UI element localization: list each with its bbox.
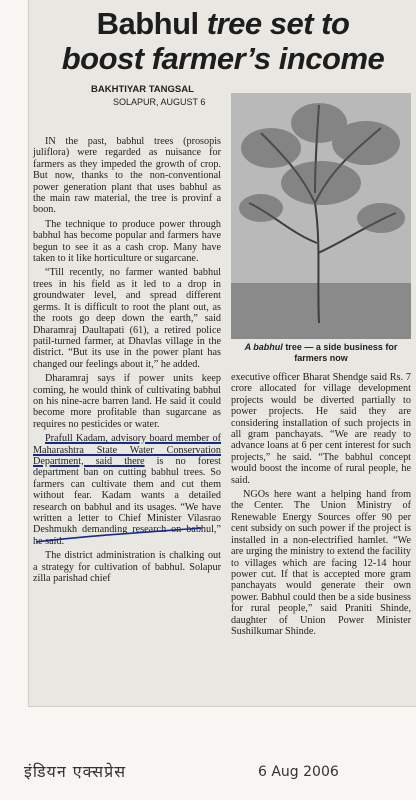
headline-line2: boost farmer’s income [61,41,385,76]
paragraph: Dharamraj says if power units keep coming, he would think of cultivating babhul on his nine-acre barren land. He said it could become more profitable than sugarcane as requires no pesticides or water. [33,373,221,430]
paragraph: “Till recently, no farmer wanted babhul trees in his field as it led to a drop in groundwater level, and spread different germs. It is difficult to root the plant out, as the roots go deep down the earth,” said Dharamraj Daultapati (61), a retired police patil-turned farmer, at Dhavlas village in the district. “But its use in the power plant has changed our feelings about it,” he added. [33,267,221,370]
caption-text: tree — a side business for farmers now [282,342,398,363]
paragraph-kadam [33,433,221,547]
handwritten-note [0,752,416,792]
paragraph: executive officer Bharat Shendge said Rs. 7 crore allocated for village development projects would be diverted partially to power projects. He said they are considering installation of such projects in all gram panchayats. “We are ready to advance loans at 6 per cent interest for such projects,” he said. “The babhul concept would boost the income of rural people, he said. [231,372,411,486]
tree-photo [231,93,411,339]
newspaper-clipping [28,0,416,707]
pen-underlined-text: Prafull Kadam, advisory board member of Maharashtra State Water Conservation Department, said there [33,433,221,467]
tree-photo-image [231,93,411,339]
handwritten-source: इंडियन एक्सप्रेस [24,762,127,781]
article-column-1 [33,136,221,587]
caption-italic: A babhul [244,342,283,352]
paragraph: The district administration is chalking out a strategy for cultivation of babhul. Solapur zilla parishad chief [33,550,221,585]
author-name: BAKHTIYAR TANGSAL [91,84,194,95]
article-column-2 [231,372,411,640]
handwritten-date: 6 Aug 2006 [258,764,339,780]
paragraph: IN the past, babhul trees (prosopis juliflora) were regarded as nuisance for farmers as they impeded the growth of crop. But now, thanks to the non-conventional power generation plant that uses babhul as the main raw material, the tree is provinf a boon. [33,136,221,216]
headline-plain: Babhul [96,6,207,41]
paragraph: The technique to produce power through babhul has become popular and farmers have begun to see it as a cash crop. Many have taken to it like horticulture or sugarcane. [33,218,221,265]
headline [35,6,411,76]
paragraph: NGOs here want a helping hand from the Center. The Union Ministry of Renewable Energy Sources offer 90 per cent subsidy on such power if the project is installed in a non-electrified hamlet. “We are urging the ministry to extend the facility to villages which are facing 12-14 hour power cut. If that is accepted more gram panchayats would generate their own power. Babhul could then be a side business for rural people,” said Praniti Shinde, daughter of Union Power Minister Sushilkumar Shinde. [231,489,411,637]
dateline: SOLAPUR, AUGUST 6 [113,97,206,107]
paragraph-continued: is no forest department ban on cutting babhul trees. So farmers can cultivate them and cut them without fear. Kadam wants a detailed research on babhul and its usages. “We have written a letter to Chief Minister Vilasrao Deshmukh demanding research on babhul,” he said. [33,455,221,547]
headline-italic: tree set to [206,6,350,41]
photo-caption [231,342,411,364]
